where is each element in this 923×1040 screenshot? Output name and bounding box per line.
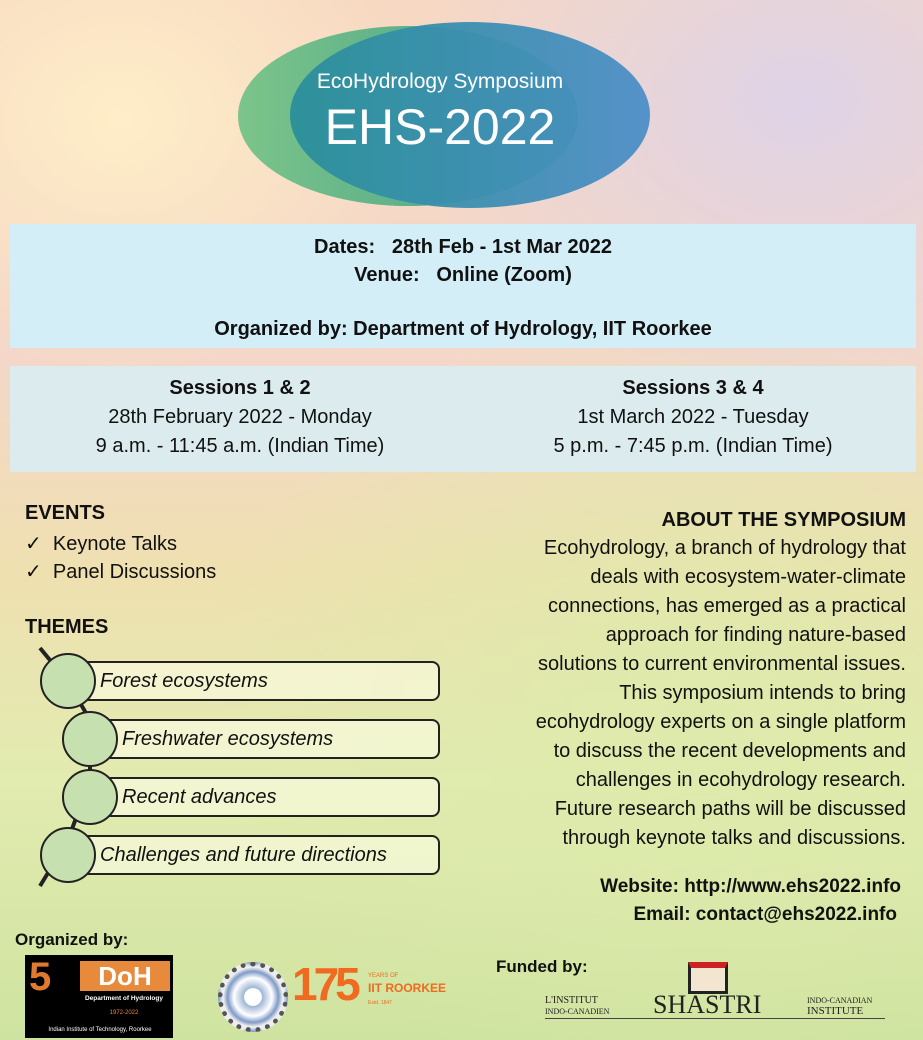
shastri-logo (545, 990, 885, 1019)
iitr-emblem (218, 962, 288, 1032)
about-section (466, 506, 906, 853)
symposium-title: EHS-2022 (324, 99, 556, 155)
theme-circle (40, 827, 96, 883)
event-item (25, 530, 216, 558)
theme-label: Recent advances (122, 786, 277, 808)
event-item (25, 558, 216, 586)
session-date: 1st March 2022 - Tuesday (577, 406, 809, 428)
themes-heading: THEMES (25, 616, 109, 638)
theme-item (90, 777, 440, 817)
iitr-175: 175 (292, 958, 357, 1010)
about-heading: ABOUT THE SYMPOSIUM (661, 509, 906, 531)
about-line: challenges in ecohydrology research. (575, 769, 906, 791)
event-label: Panel Discussions (52, 561, 217, 583)
doh-logo (25, 955, 173, 1038)
about-line: Future research paths will be discussed (554, 798, 906, 820)
doh-main: DoH (80, 961, 170, 991)
doh-years: 1972-2022 (109, 1010, 139, 1016)
about-line: deals with ecosystem-water-climate (590, 566, 906, 588)
session-time: 5 p.m. - 7:45 p.m. (Indian Time) (553, 435, 833, 457)
events-list (25, 530, 216, 586)
about-line: ecohydrology experts on a single platform (535, 711, 906, 733)
theme-item (90, 719, 440, 759)
about-line: This symposium intends to bring (619, 682, 906, 704)
session-date: 28th February 2022 - Monday (108, 406, 372, 428)
theme-item (68, 835, 440, 875)
sessions-band (10, 366, 916, 472)
doh-dept: Department of Hydrology (84, 995, 163, 1002)
about-line: through keynote talks and discussions. (562, 827, 906, 849)
theme-label: Forest ecosystems (100, 670, 268, 692)
about-line: solutions to current environmental issues. (538, 653, 906, 675)
organized-by-label: Organized by: (15, 930, 129, 949)
info-band (10, 224, 916, 348)
theme-circle (40, 653, 96, 709)
website-link[interactable]: Website: http://www.ehs2022.info (600, 876, 901, 897)
email-link[interactable]: Email: contact@ehs2022.info (633, 904, 897, 925)
shastri-main: SHASTRI (653, 990, 762, 1019)
iitr-years-of: YEARS OF (368, 973, 399, 979)
about-line: approach for finding nature-based (605, 624, 906, 646)
dates: Dates: 28th Feb - 1st Mar 2022 (314, 236, 612, 258)
shastri-right2: INSTITUTE (807, 1005, 864, 1017)
symposium-subtitle: EcoHydrology Symposium (316, 70, 564, 93)
theme-label: Challenges and future directions (100, 844, 387, 866)
theme-circle (62, 711, 118, 767)
about-line: Ecohydrology, a branch of hydrology that (543, 537, 906, 559)
session-time: 9 a.m. - 11:45 a.m. (Indian Time) (95, 435, 385, 457)
session-title: Sessions 3 & 4 (622, 377, 764, 399)
doh-five: 5 (29, 955, 52, 999)
theme-item (68, 661, 440, 701)
about-line: connections, has emerged as a practical (548, 595, 906, 617)
shastri-left2: INDO-CANADIEN (545, 1007, 610, 1016)
session-3-4 (470, 374, 916, 461)
session-1-2 (10, 374, 470, 461)
doh-inst: Indian Institute of Technology, Roorkee (48, 1027, 152, 1033)
check-icon: ✓ (25, 533, 42, 555)
event-label: Keynote Talks (52, 533, 178, 555)
events-heading: EVENTS (25, 502, 106, 524)
shastri-right1: INDO-CANADIAN (807, 996, 873, 1005)
session-title: Sessions 1 & 2 (169, 377, 311, 399)
venue: Venue: Online (Zoom) (354, 264, 572, 286)
about-line: to discuss the recent developments and (553, 740, 906, 762)
check-icon: ✓ (25, 561, 42, 583)
shastri-left1: L'INSTITUT (545, 995, 598, 1006)
organized-by-line: Organized by: Department of Hydrology, IIT Roorkee (214, 318, 712, 340)
iitr-estd: Estd. 1847 (368, 1000, 392, 1006)
theme-circle (62, 769, 118, 825)
theme-label: Freshwater ecosystems (122, 728, 334, 750)
iitr-name: IIT ROORKEE (368, 981, 447, 995)
funded-by-label: Funded by: (496, 957, 588, 976)
